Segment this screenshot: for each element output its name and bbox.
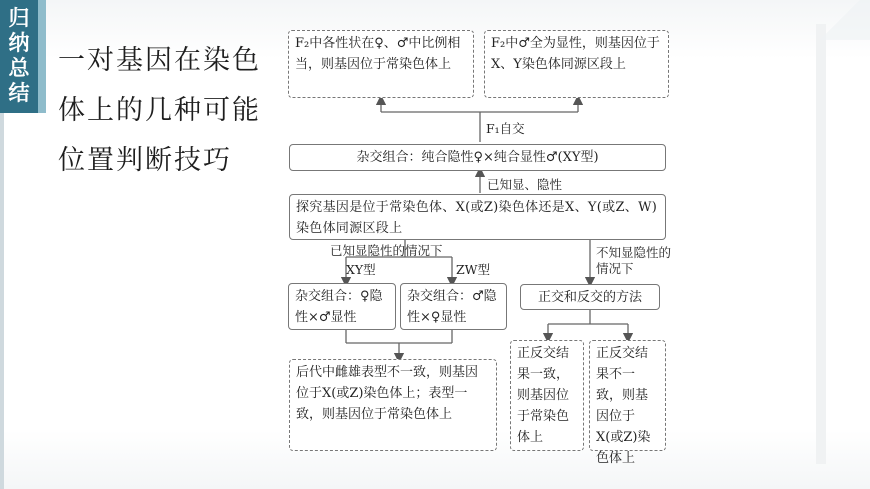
slide-title: 一对基因在染色体上的几种可能位置判断技巧 bbox=[58, 45, 261, 176]
box-different-result: 正反交结果不一致，则基因位于X(或Z)染色体上 bbox=[589, 340, 666, 451]
box-cross-pure: 杂交组合：纯合隐性♀×纯合显性♂(XY型) bbox=[289, 144, 666, 171]
box-reciprocal-method: 正交和反交的方法 bbox=[520, 284, 660, 310]
box-xy-cross: 杂交组合：♀隐性×♂显性 bbox=[288, 283, 396, 330]
label-xy-type: XY型 bbox=[346, 262, 376, 277]
label-zw-type: ZW型 bbox=[456, 262, 491, 277]
box-f2-equal-ratio: F₂中各性状在♀、♂中比例相当，则基因位于常染色体上 bbox=[288, 30, 474, 98]
box-explore-question: 探究基因是位于常染色体、X(或Z)染色体还是X、Y(或Z、W)染色体同源区段上 bbox=[289, 194, 666, 240]
label-known-condition: 已知显隐性的情况下 bbox=[330, 243, 443, 258]
label-known-dominance: 已知显、隐性 bbox=[487, 177, 563, 192]
label-f1-self: F₁自交 bbox=[486, 121, 525, 136]
box-f2-male-dominant: F₂中♂全为显性，则基因位于X、Y染色体同源区段上 bbox=[484, 30, 669, 98]
box-offspring-result: 后代中雌雄表型不一致，则基因位于X(或Z)染色体上；表型一致，则基因位于常染色体上 bbox=[289, 359, 497, 451]
section-tag: 归纳 总结 bbox=[8, 6, 30, 105]
box-same-result: 正反交结果一致，则基因位于常染色体上 bbox=[510, 340, 584, 451]
label-unknown-condition: 不知显隐性的情况下 bbox=[596, 245, 672, 276]
box-zw-cross: 杂交组合：♂隐性×♀显性 bbox=[400, 283, 507, 330]
